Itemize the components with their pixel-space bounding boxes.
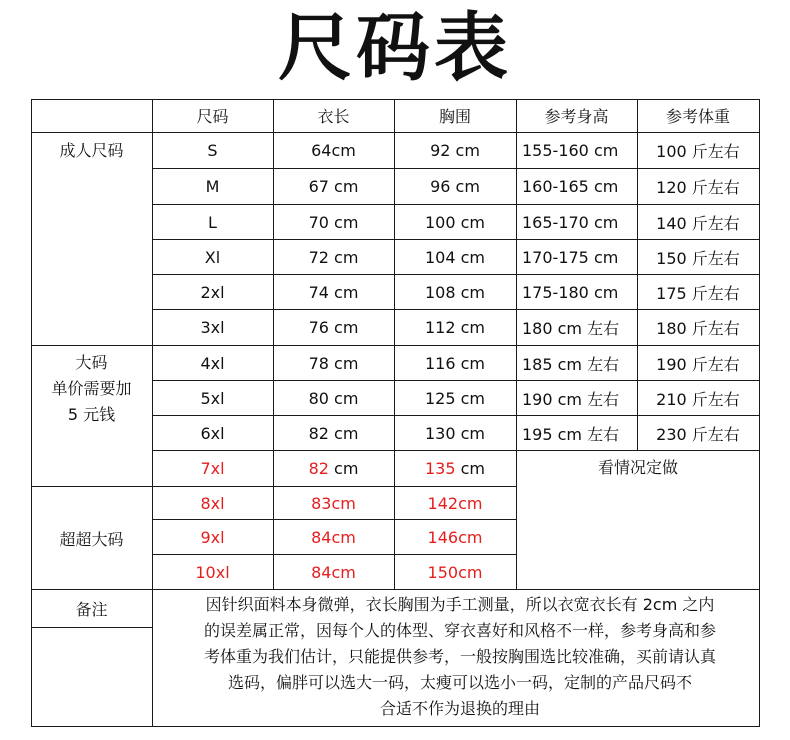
size-cell: Xl xyxy=(204,247,221,267)
size-cell: 4xl xyxy=(200,353,225,373)
note-line: 因针织面料本身微弹，衣长胸围为手工测量，所以衣宽衣长有 2cm 之内 xyxy=(205,595,715,614)
custom-made-cell: 看情况定做 xyxy=(597,457,678,477)
note-line: 选码，偏胖可以选大一码，太瘦可以选小一码，定制的产品尺码不 xyxy=(227,673,692,692)
chest-cell: 104 cm xyxy=(424,247,485,267)
group-big-line1: 大码 xyxy=(75,353,108,372)
chest-cell: 146cm xyxy=(427,527,483,547)
weight-cell: 190 斤左右 xyxy=(656,354,740,374)
chest-cell: 100 cm xyxy=(424,212,485,232)
group-big xyxy=(31,350,152,428)
chest-cell: 125 cm xyxy=(424,388,485,408)
length-cell xyxy=(273,451,394,486)
size-cell: 7xl xyxy=(200,459,225,478)
length-number: 82 xyxy=(308,459,329,478)
length-cell: 72 cm xyxy=(308,247,359,267)
length-cell: 80 cm xyxy=(308,388,359,408)
size-cell: S xyxy=(207,141,218,160)
header-length: 衣长 xyxy=(317,107,350,126)
chest-cell: 130 cm xyxy=(424,423,485,443)
weight-cell: 140 斤左右 xyxy=(656,213,740,233)
length-cell: 70 cm xyxy=(308,212,359,232)
chest-number: 135 xyxy=(424,459,456,478)
note-line: 考体重为我们估计，只能提供参考，一般按胸围选比较准确，买前请认真 xyxy=(203,647,716,666)
height-cell: 185 cm 左右 xyxy=(522,354,620,374)
length-cell: 83cm xyxy=(311,493,356,513)
chest-cell: 92 cm xyxy=(430,141,480,160)
group-big-line2: 单价需要加 xyxy=(51,379,132,398)
size-cell: 8xl xyxy=(200,493,225,513)
header-height: 参考身高 xyxy=(544,107,609,126)
chest-unit: cm xyxy=(455,459,485,478)
length-unit: cm xyxy=(328,459,359,478)
chest-cell: 112 cm xyxy=(424,318,485,337)
length-cell: 76 cm xyxy=(308,318,359,337)
size-cell: 10xl xyxy=(195,562,230,582)
weight-cell: 175 斤左右 xyxy=(656,283,740,303)
notes-text xyxy=(160,592,760,722)
weight-cell: 100 斤左右 xyxy=(656,142,740,161)
length-cell: 74 cm xyxy=(308,282,359,302)
length-cell: 82 cm xyxy=(308,423,359,443)
chest-cell xyxy=(394,451,516,486)
length-cell: 84cm xyxy=(311,562,356,582)
height-cell: 170-175 cm xyxy=(522,247,619,267)
header-chest: 胸围 xyxy=(438,107,471,126)
note-line: 的误差属正常，因每个人的体型、穿衣喜好和风格不一样，参考身高和参 xyxy=(203,621,716,640)
height-cell: 190 cm 左右 xyxy=(522,389,620,409)
height-cell: 195 cm 左右 xyxy=(522,424,620,444)
header-weight: 参考体重 xyxy=(665,107,730,126)
group-big-line3: 5 元钱 xyxy=(67,405,116,424)
size-cell: 6xl xyxy=(200,423,225,443)
height-cell: 165-170 cm xyxy=(522,212,619,232)
group-adult: 成人尺码 xyxy=(59,140,124,160)
chest-cell: 108 cm xyxy=(424,282,485,302)
height-cell: 160-165 cm xyxy=(522,177,619,196)
size-cell: 3xl xyxy=(200,318,225,337)
chest-cell: 150cm xyxy=(427,562,483,582)
chest-cell: 116 cm xyxy=(424,353,485,373)
length-cell: 67 cm xyxy=(308,177,359,196)
size-cell: M xyxy=(205,177,220,196)
chest-cell: 96 cm xyxy=(430,177,480,196)
group-xxl: 超超大码 xyxy=(59,529,124,549)
size-cell: 5xl xyxy=(200,388,225,408)
page-title: 尺码表 xyxy=(278,5,512,91)
height-cell: 180 cm 左右 xyxy=(522,319,620,338)
weight-cell: 120 斤左右 xyxy=(656,178,740,197)
size-cell: L xyxy=(208,212,217,232)
height-cell: 175-180 cm xyxy=(522,282,619,302)
group-notes: 备注 xyxy=(75,600,108,619)
weight-cell: 210 斤左右 xyxy=(656,389,740,409)
size-cell: 9xl xyxy=(200,527,225,547)
length-cell: 84cm xyxy=(311,527,356,547)
height-cell: 155-160 cm xyxy=(522,141,619,160)
length-cell: 78 cm xyxy=(308,353,359,373)
header-size: 尺码 xyxy=(196,107,229,126)
size-cell: 2xl xyxy=(200,282,225,302)
length-cell: 64cm xyxy=(311,141,356,160)
chest-cell: 142cm xyxy=(427,493,483,513)
weight-cell: 180 斤左右 xyxy=(656,319,740,338)
note-line: 合适不作为退换的理由 xyxy=(379,699,540,718)
weight-cell: 150 斤左右 xyxy=(656,248,740,268)
weight-cell: 230 斤左右 xyxy=(656,424,740,444)
